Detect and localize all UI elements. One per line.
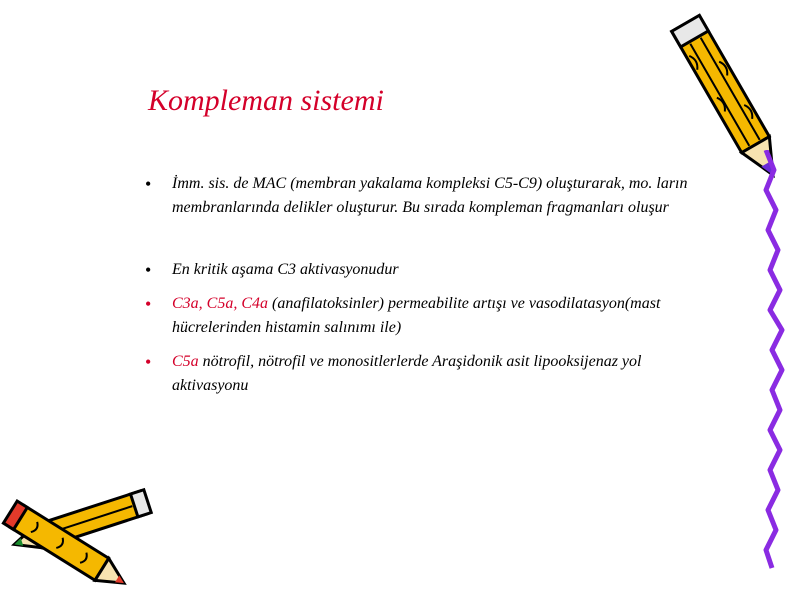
bullet-item [145, 258, 720, 282]
bullet-marker: • [145, 260, 152, 280]
bullet-marker: • [145, 174, 152, 194]
crossed-pencils-icon [0, 482, 170, 592]
bullet-list [145, 172, 720, 408]
bullet-marker: • [145, 294, 152, 314]
bullet-highlight: C3a, C5a, C4a [172, 295, 269, 312]
bullet-text: İmm. sis. de MAC (membran yakalama kompleksi C5-C9) oluşturarak, mo. ların membranlarında delikler oluşturur. Bu sırada kompleman fragmanları oluşur [172, 175, 688, 216]
slide-title: Kompleman sistemi [148, 84, 384, 117]
bullet-text: (anafilatoksinler) permeabilite artışı ve vasodilatasyon(mast hücrelerinden histamin salınımı ile) [172, 295, 661, 336]
bullet-item [145, 350, 720, 398]
bullet-text: nötrofil, nötrofil ve monositlerlerde Araşidonik asit lipooksijenaz yol aktivasyonu [172, 353, 642, 394]
bullet-marker: • [145, 352, 152, 372]
bullet-item [145, 172, 720, 220]
bullet-item [145, 292, 720, 340]
bullet-text: En kritik aşama C3 aktivasyonudur [172, 261, 399, 278]
bullet-highlight: C5a [172, 353, 199, 370]
pencil-border-icon [756, 150, 800, 570]
